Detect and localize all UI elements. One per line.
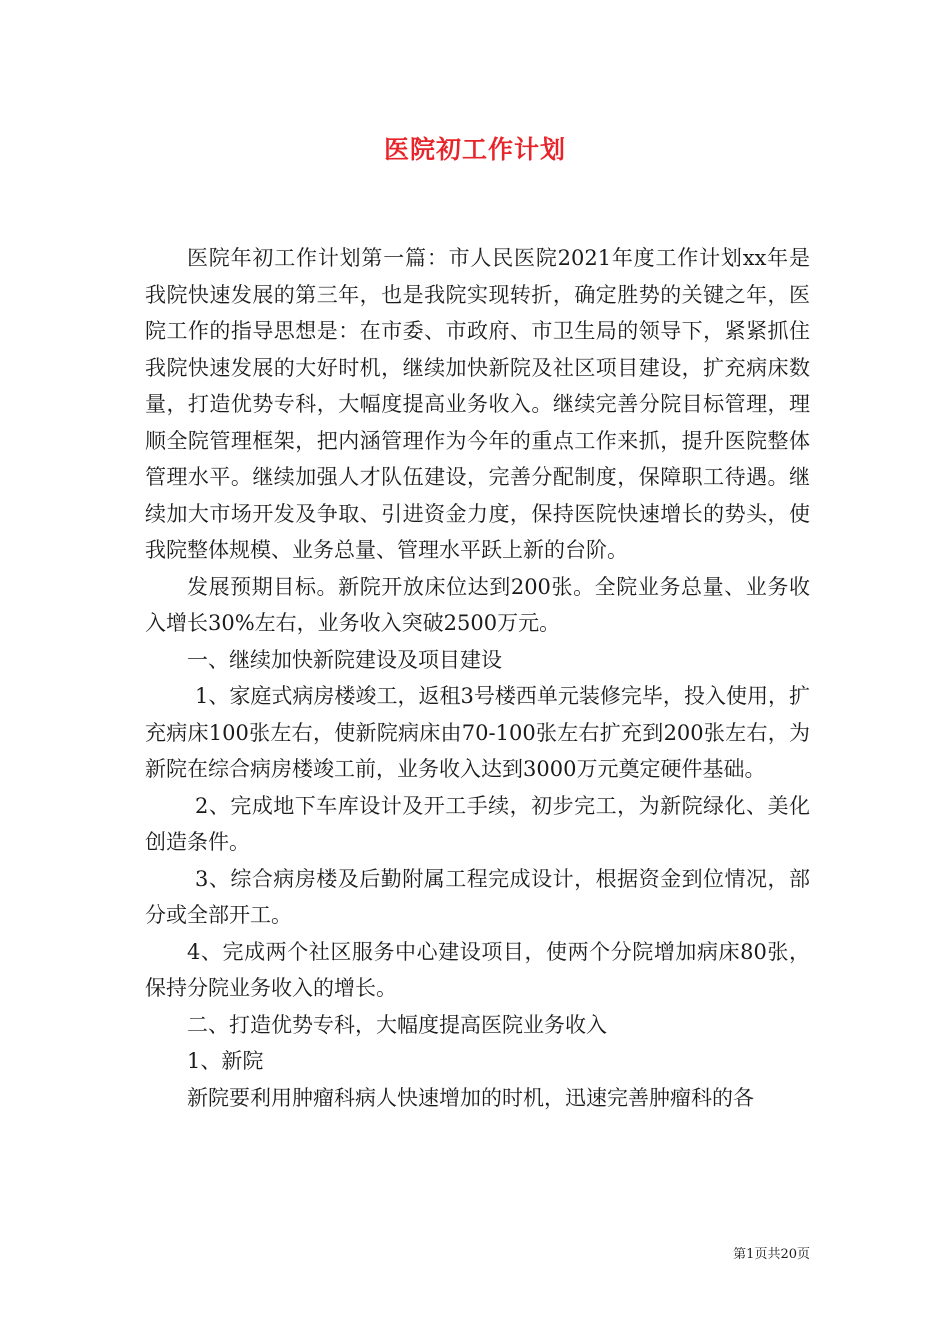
paragraph-intro: 医院年初工作计划第一篇：市人民医院2021年度工作计划xx年是我院快速发展的第三年，也是我院实现转折，确定胜势的关键之年，医院工作的指导思想是：在市委、市政府、市卫生局的领导下，紧紧抓住我院快速发展的大好时机，继续加快新院及社区项目建设，扩充病床数量，打造优势专科，大幅度提高业务收入。继续完善分院目标管理，理顺全院管理框架，把内涵管理作为今年的重点工作来抓，提升医院整体管理水平。继续加强人才队伍建设，完善分配制度，保障职工待遇。继续加大市场开发及争取、引进资金力度，保持医院快速增长的势头，使我院整体规模、业务总量、管理水平跃上新的台阶。 [145, 246, 810, 562]
paragraph-item-3: 3、综合病房楼及后勤附属工程完成设计，根据资金到位情况，部分或全部开工。 [145, 866, 810, 927]
heading-section-1: 一、继续加快新院建设及项目建设 [187, 647, 502, 672]
heading-section-2: 二、打造优势专科，大幅度提高医院业务收入 [187, 1012, 607, 1037]
paragraph-item-1: 1、家庭式病房楼竣工，返租3号楼西单元装修完毕，投入使用，扩充病床100张左右，使新院病床由70-100张左右扩充到200张左右，为新院在综合病房楼竣工前，业务收入达到3000万元奠定硬件基础。 [145, 684, 810, 781]
document-title: 医院初工作计划 [383, 135, 566, 164]
heading-subsection-1: 1、新院 [187, 1049, 264, 1073]
page-number: 第1页共20页 [733, 1247, 810, 1262]
paragraph-item-4: 4、完成两个社区服务中心建设项目，使两个分院增加病床80张，保持分院业务收入的增长。 [145, 939, 810, 1000]
paragraph-new-hospital: 新院要利用肿瘤科病人快速增加的时机，迅速完善肿瘤科的各 [187, 1085, 754, 1110]
paragraph-item-2: 2、完成地下车库设计及开工手续，初步完工，为新院绿化、美化创造条件。 [145, 793, 810, 854]
document-body [145, 240, 810, 1116]
paragraph-goals: 发展预期目标。新院开放床位达到200张。全院业务总量、业务收入增长30%左右，业务收入突破2500万元。 [145, 574, 810, 635]
